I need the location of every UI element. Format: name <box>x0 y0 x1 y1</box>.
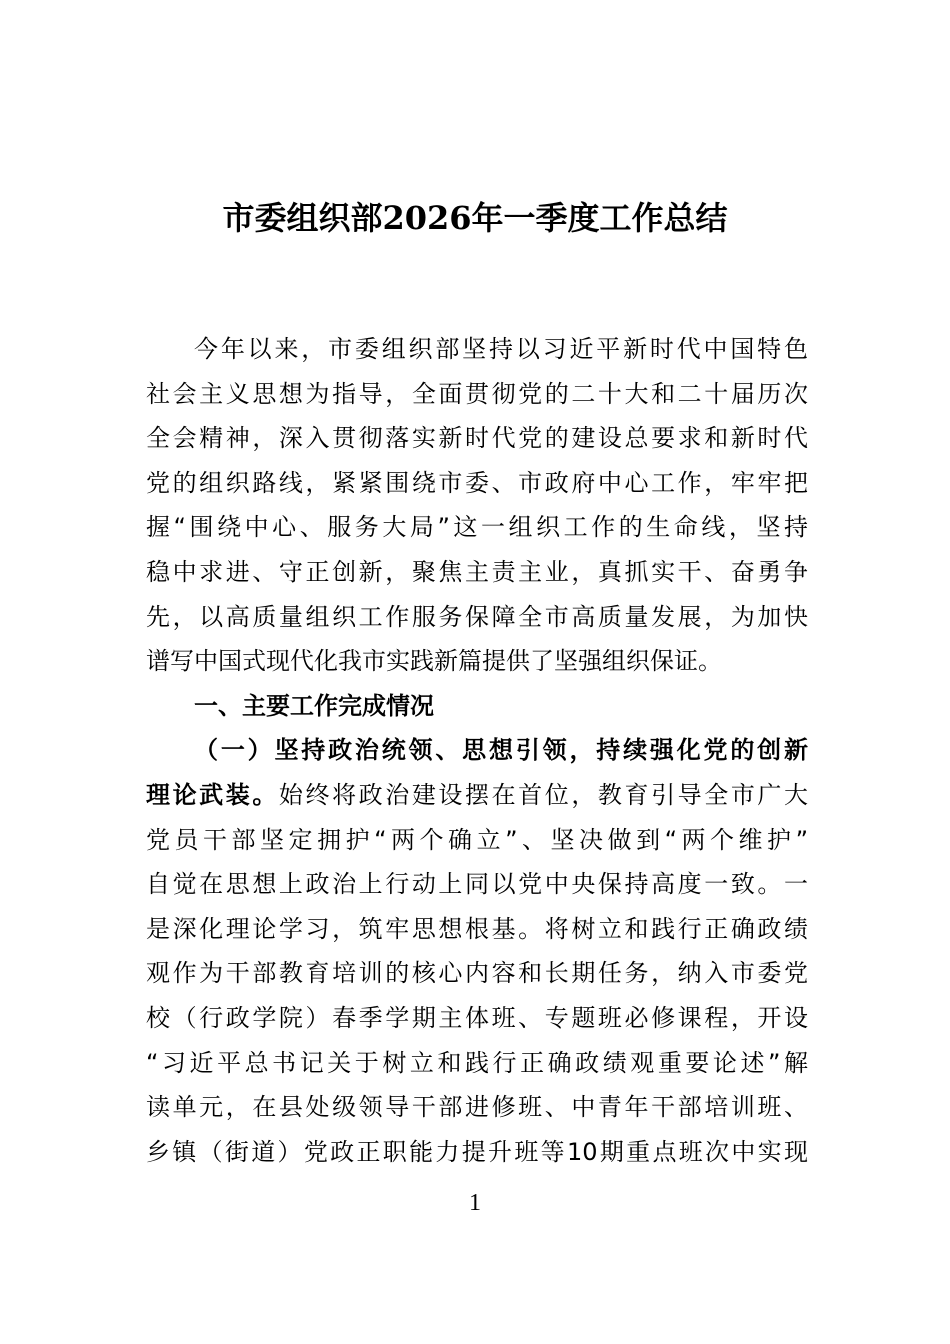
paragraph-line: “习近平总书记关于树立和践行正确政绩观重要论述”解 <box>146 1048 808 1077</box>
paragraph-line: 握“围绕中心、服务大局”这一组织工作的生命线，坚持 <box>146 513 808 542</box>
paragraph-line: 社会主义思想为指导，全面贯彻党的二十大和二十届历次 <box>146 379 808 408</box>
paragraph-line: 先，以高质量组织工作服务保障全市高质量发展，为加快 <box>146 602 808 631</box>
paragraph-line: 自觉在思想上政治上行动上同以党中央保持高度一致。一 <box>146 870 808 899</box>
section-heading: 一、主要工作完成情况 <box>194 691 434 720</box>
paragraph-line <box>146 773 808 818</box>
subsection-heading-tail: 理论武装。 <box>146 780 279 809</box>
paragraph-line: 观作为干部教育培训的核心内容和长期任务，纳入市委党 <box>146 959 808 988</box>
paragraph-line: 稳中求进、守正创新，聚焦主责主业，真抓实干、奋勇争 <box>146 557 808 586</box>
page-number: 1 <box>469 1190 481 1216</box>
paragraph-text: 始终将政治建设摆在首位，教育引导全市广大 <box>278 780 808 809</box>
paragraph-line: 谱写中国式现代化我市实践新篇提供了坚强组织保证。 <box>146 647 722 676</box>
paragraph-line: 乡镇（街道）党政正职能力提升班等10期重点班次中实现 <box>146 1137 808 1166</box>
document-title: 市委组织部2026年一季度工作总结 <box>222 199 728 237</box>
paragraph-line: 校（行政学院）春季学期主体班、专题班必修课程，开设 <box>146 1003 808 1032</box>
document-body <box>146 327 808 1174</box>
subsection-heading: （一）坚持政治统领、思想引领，持续强化党的创新 <box>194 736 808 765</box>
paragraph-line: 是深化理论学习，筑牢思想根基。将树立和践行正确政绩 <box>146 914 808 943</box>
paragraph-line: 党的组织路线，紧紧围绕市委、市政府中心工作，牢牢把 <box>146 468 808 497</box>
paragraph-line: 全会精神，深入贯彻落实新时代党的建设总要求和新时代 <box>146 424 808 453</box>
paragraph-line: 党员干部坚定拥护“两个确立”、坚决做到“两个维护” <box>146 825 808 854</box>
paragraph-line: 今年以来，市委组织部坚持以习近平新时代中国特色 <box>194 335 808 363</box>
paragraph-line: 读单元，在县处级领导干部进修班、中青年干部培训班、 <box>146 1093 808 1122</box>
